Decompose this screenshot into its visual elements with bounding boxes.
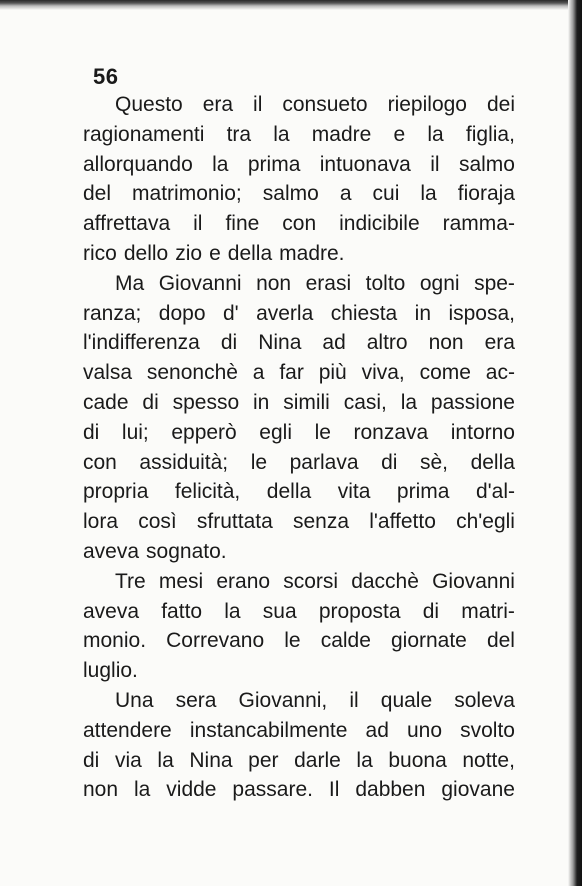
word: il — [253, 93, 263, 116]
word: sognato. — [146, 539, 227, 563]
word: aveva — [83, 599, 140, 623]
word: era — [484, 331, 515, 355]
word: del — [486, 629, 515, 653]
word: di — [220, 331, 238, 355]
word: simili — [283, 390, 330, 414]
word: dopo — [158, 301, 206, 325]
word: Questo — [115, 93, 183, 116]
word: prima — [396, 480, 450, 504]
word: luglio. — [83, 659, 138, 683]
word: in — [414, 301, 432, 325]
page-number: 56 — [93, 64, 119, 89]
word: attendere — [83, 718, 172, 742]
word: salmo — [262, 182, 319, 206]
text-line — [83, 269, 515, 299]
word: instancabilmente — [189, 718, 348, 742]
word: fatto — [161, 599, 203, 623]
word: era — [202, 93, 234, 116]
word: rico — [83, 241, 117, 265]
word: e — [393, 122, 406, 146]
word: indicibile — [339, 212, 420, 236]
word: aveva — [83, 539, 140, 563]
word: allorquando — [83, 152, 193, 176]
word: senonchè — [146, 361, 238, 385]
word: di — [83, 420, 100, 444]
word: la — [356, 748, 373, 772]
word: ch'egli — [456, 510, 515, 534]
word: la — [420, 182, 437, 206]
word: ogni — [419, 271, 460, 295]
word: ad — [322, 331, 346, 355]
word: ronzava — [353, 420, 429, 444]
word: più — [318, 361, 347, 385]
word: madre. — [279, 241, 345, 265]
word: la — [400, 390, 418, 414]
word: e — [209, 241, 221, 265]
word: passione — [430, 390, 515, 414]
word: l'indifferenza — [83, 331, 200, 355]
word: di — [83, 748, 100, 772]
word: della — [470, 450, 515, 474]
body-text — [83, 90, 515, 805]
text-line — [83, 537, 515, 567]
word: d' — [222, 301, 239, 325]
word: la — [273, 122, 290, 146]
text-line — [83, 656, 515, 686]
word: non — [83, 778, 119, 802]
word: a — [339, 182, 352, 206]
word: in — [252, 390, 270, 414]
word: sè, — [420, 450, 449, 474]
word: di — [142, 390, 159, 414]
word: spe- — [474, 271, 515, 295]
word: Giovanni — [432, 569, 515, 593]
text-line — [83, 358, 515, 388]
word: d'al- — [475, 480, 515, 504]
word: intorno — [450, 420, 515, 444]
word: lora — [83, 510, 119, 534]
text-line — [83, 597, 515, 627]
word: a — [252, 361, 265, 385]
word: passare. — [232, 778, 313, 802]
text-line — [83, 477, 515, 507]
text-line — [83, 328, 515, 358]
word: la — [157, 748, 174, 772]
word: Correvano — [166, 629, 265, 653]
word: matrimonio; — [132, 182, 242, 206]
word: valsa — [83, 361, 133, 385]
word: averla — [256, 301, 314, 325]
word: il — [349, 688, 359, 712]
word: Il — [328, 778, 340, 802]
word: parlava — [289, 450, 359, 474]
text-line — [83, 746, 515, 776]
word: spesso — [172, 390, 240, 414]
word: Una — [115, 688, 154, 712]
word: così — [138, 510, 177, 534]
word: come — [419, 361, 471, 385]
text-line — [83, 120, 515, 150]
word: viva, — [361, 361, 405, 385]
word: Giovanni — [158, 271, 242, 295]
word: sua — [262, 599, 297, 623]
word: scorsi — [283, 569, 339, 593]
text-line — [83, 686, 515, 716]
word: Ma — [115, 271, 145, 295]
word: senza — [292, 510, 350, 534]
word: per — [248, 748, 279, 772]
word: intuonava — [319, 152, 411, 176]
text-line — [83, 507, 515, 537]
word: monio. — [83, 629, 147, 653]
word: la — [133, 778, 151, 802]
word: giornate — [390, 629, 467, 653]
word: dabben — [355, 778, 426, 802]
word: zio — [175, 241, 203, 265]
word: tolto — [365, 271, 406, 295]
text-line — [83, 626, 515, 656]
word: lui; — [121, 420, 149, 444]
word: cade — [83, 390, 129, 414]
word: Nina — [258, 331, 302, 355]
page-top-edge — [0, 0, 582, 10]
word: madre — [311, 122, 372, 146]
text-line — [83, 239, 515, 269]
text-line — [83, 209, 515, 239]
word: chiesta — [330, 301, 398, 325]
text-line — [83, 150, 515, 180]
word: consueto — [282, 93, 368, 116]
word: prima — [247, 152, 301, 176]
word: Giovanni, — [238, 688, 328, 712]
word: quale — [380, 688, 433, 712]
word: erano — [216, 569, 271, 593]
text-line — [83, 567, 515, 597]
word: salmo — [458, 152, 515, 176]
word: darle — [294, 748, 341, 772]
word: sera — [175, 688, 217, 712]
word: casi, — [343, 390, 387, 414]
word: riepilogo — [387, 93, 467, 116]
word: dei — [486, 93, 515, 116]
word: con — [83, 450, 117, 474]
text-line — [83, 448, 515, 478]
word: egli — [259, 420, 292, 444]
text-line — [83, 90, 515, 120]
word: con — [282, 212, 317, 236]
word: giovane — [441, 778, 515, 802]
word: uno — [406, 718, 443, 742]
word: vita — [337, 480, 371, 504]
word: di — [422, 599, 440, 623]
word: dello — [123, 241, 169, 265]
word: soleva — [454, 688, 515, 712]
word: non — [428, 331, 464, 355]
word: non — [256, 271, 292, 295]
word: di — [381, 450, 398, 474]
page-binding-edge — [568, 0, 582, 886]
word: isposa, — [448, 301, 515, 325]
word: il — [193, 212, 203, 236]
word: le — [250, 450, 268, 474]
word: della — [227, 241, 273, 265]
word: via — [114, 748, 142, 772]
word: svolto — [460, 718, 515, 742]
text-line — [83, 418, 515, 448]
word: il — [430, 152, 440, 176]
word: epperò — [171, 420, 237, 444]
word: dacchè — [351, 569, 419, 593]
text-line — [83, 299, 515, 329]
word: l'affetto — [369, 510, 436, 534]
word: erasi — [305, 271, 352, 295]
text-line — [83, 388, 515, 418]
word: cui — [372, 182, 400, 206]
word: ac- — [485, 361, 515, 385]
word: propria — [83, 480, 149, 504]
word: proposta — [318, 599, 401, 623]
word: fine — [225, 212, 260, 236]
word: notte, — [462, 748, 515, 772]
word: Nina — [189, 748, 233, 772]
word: le — [314, 420, 331, 444]
word: fioraja — [457, 182, 515, 206]
word: del — [83, 182, 112, 206]
word: vidde — [166, 778, 217, 802]
word: Tre — [115, 569, 146, 593]
text-line — [83, 775, 515, 805]
word: tra — [226, 122, 252, 146]
word: ramma- — [442, 212, 515, 236]
word: assiduità; — [139, 450, 229, 474]
text-line — [83, 179, 515, 209]
text-line — [83, 716, 515, 746]
word: le — [284, 629, 301, 653]
word: ad — [365, 718, 389, 742]
word: la — [212, 152, 229, 176]
word: far — [279, 361, 304, 385]
word: buona — [388, 748, 447, 772]
word: ranza; — [83, 301, 142, 325]
word: ragionamenti — [83, 122, 205, 146]
word: figlia, — [465, 122, 515, 146]
word: sfruttata — [196, 510, 273, 534]
word: la — [427, 122, 444, 146]
word: calde — [320, 629, 371, 653]
word: della — [266, 480, 312, 504]
word: altro — [366, 331, 408, 355]
word: matri- — [461, 599, 515, 623]
word: felicità, — [174, 480, 241, 504]
word: affrettava — [83, 212, 171, 236]
word: mesi — [158, 569, 204, 593]
word: la — [224, 599, 241, 623]
